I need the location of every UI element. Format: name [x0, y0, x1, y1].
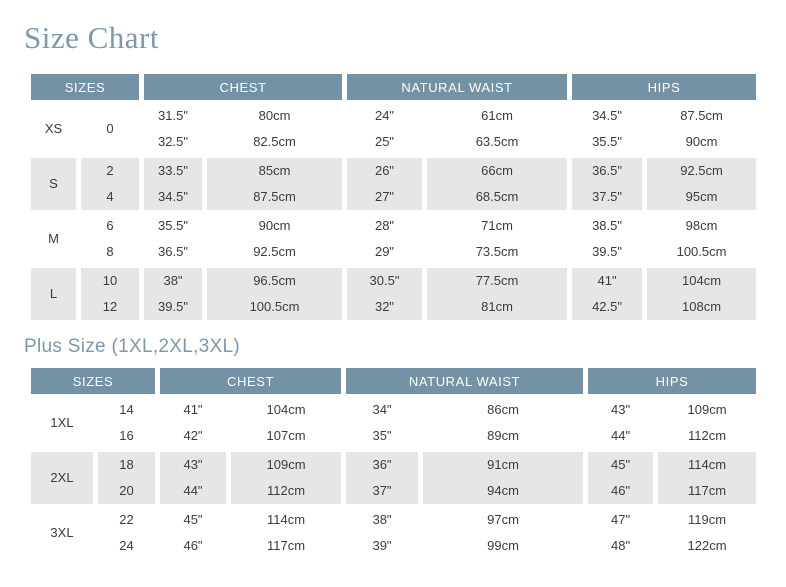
measurement-cell: 38.5" 39.5"	[572, 213, 642, 265]
plus-size-title: Plus Size (1XL,2XL,3XL)	[24, 336, 241, 357]
measurement-cell: 43" 44"	[160, 452, 226, 504]
size-label-cell: 1XL	[31, 397, 93, 449]
size-row-1xl	[31, 397, 756, 449]
measurement-cell: 87.5cm 90cm	[647, 103, 756, 155]
size-label-cell: XS	[31, 103, 76, 155]
page-title: Size Chart	[24, 20, 159, 55]
measurement-cell: 90cm 92.5cm	[207, 213, 342, 265]
size-row-xs	[31, 103, 756, 155]
measurement-cell: 85cm 87.5cm	[207, 158, 342, 210]
measurement-cell: 114cm 117cm	[658, 452, 756, 504]
measurement-cell: 6 8	[81, 213, 139, 265]
size-row-l	[31, 268, 756, 320]
standard-header-row	[31, 74, 756, 100]
measurement-cell: 104cm 108cm	[647, 268, 756, 320]
measurement-cell: 34" 35"	[346, 397, 418, 449]
measurement-cell: 26" 27"	[347, 158, 422, 210]
size-label-cell: 3XL	[31, 507, 93, 559]
column-header-sizes: SIZES	[31, 368, 155, 394]
measurement-cell: 34.5" 35.5"	[572, 103, 642, 155]
measurement-cell: 45" 46"	[588, 452, 653, 504]
measurement-cell: 43" 44"	[588, 397, 653, 449]
measurement-cell: 96.5cm 100.5cm	[207, 268, 342, 320]
measurement-cell: 97cm 99cm	[423, 507, 583, 559]
measurement-cell: 35.5" 36.5"	[144, 213, 202, 265]
measurement-cell: 86cm 89cm	[423, 397, 583, 449]
size-label-cell: 2XL	[31, 452, 93, 504]
measurement-cell: 98cm 100.5cm	[647, 213, 756, 265]
measurement-cell: 92.5cm 95cm	[647, 158, 756, 210]
measurement-cell: 33.5" 34.5"	[144, 158, 202, 210]
plus-size-table	[26, 365, 761, 562]
measurement-cell: 31.5" 32.5"	[144, 103, 202, 155]
size-row-3xl	[31, 507, 756, 559]
measurement-cell: 66cm 68.5cm	[427, 158, 567, 210]
measurement-cell: 109cm 112cm	[231, 452, 341, 504]
size-row-s	[31, 158, 756, 210]
column-header-chest: CHEST	[160, 368, 341, 394]
column-header-hips: HIPS	[588, 368, 756, 394]
measurement-cell: 119cm 122cm	[658, 507, 756, 559]
column-header-natural-waist: NATURAL WAIST	[346, 368, 583, 394]
measurement-cell: 47" 48"	[588, 507, 653, 559]
measurement-cell: 114cm 117cm	[231, 507, 341, 559]
size-label-cell: L	[31, 268, 76, 320]
size-label-cell: S	[31, 158, 76, 210]
measurement-cell: 2 4	[81, 158, 139, 210]
measurement-cell: 109cm 112cm	[658, 397, 756, 449]
column-header-sizes: SIZES	[31, 74, 139, 100]
column-header-natural-waist: NATURAL WAIST	[347, 74, 567, 100]
measurement-cell: 80cm 82.5cm	[207, 103, 342, 155]
size-row-m	[31, 213, 756, 265]
measurement-cell: 18 20	[98, 452, 155, 504]
measurement-cell: 36" 37"	[346, 452, 418, 504]
measurement-cell: 45" 46"	[160, 507, 226, 559]
measurement-cell: 36.5" 37.5"	[572, 158, 642, 210]
size-row-2xl	[31, 452, 756, 504]
measurement-cell: 22 24	[98, 507, 155, 559]
measurement-cell: 38" 39"	[346, 507, 418, 559]
measurement-cell: 91cm 94cm	[423, 452, 583, 504]
column-header-hips: HIPS	[572, 74, 756, 100]
measurement-cell: 0	[81, 103, 139, 155]
column-header-chest: CHEST	[144, 74, 342, 100]
measurement-cell: 41" 42"	[160, 397, 226, 449]
measurement-cell: 10 12	[81, 268, 139, 320]
measurement-cell: 104cm 107cm	[231, 397, 341, 449]
plus-header-row	[31, 368, 756, 394]
measurement-cell: 71cm 73.5cm	[427, 213, 567, 265]
measurement-cell: 41" 42.5"	[572, 268, 642, 320]
standard-size-table	[26, 71, 761, 323]
measurement-cell: 38" 39.5"	[144, 268, 202, 320]
measurement-cell: 28" 29"	[347, 213, 422, 265]
measurement-cell: 77.5cm 81cm	[427, 268, 567, 320]
size-label-cell: M	[31, 213, 76, 265]
measurement-cell: 30.5" 32"	[347, 268, 422, 320]
measurement-cell: 24" 25"	[347, 103, 422, 155]
measurement-cell: 14 16	[98, 397, 155, 449]
measurement-cell: 61cm 63.5cm	[427, 103, 567, 155]
